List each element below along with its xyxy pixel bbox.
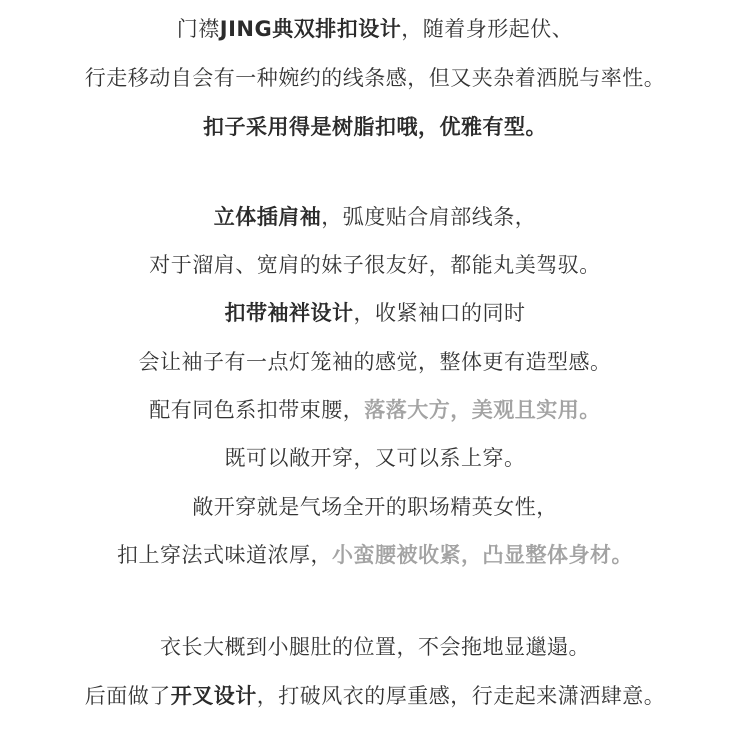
text-line-open-wear — [0, 492, 750, 522]
text-segment: 行走移动自会有一种婉约的线条感，但又夹杂着洒脱与率性。 — [84, 66, 666, 90]
text-line-wear-options — [0, 443, 750, 473]
text-segment: 扣上穿法式味道浓厚， — [117, 543, 332, 567]
emphasis-segment: 扣带袖袢设计 — [224, 301, 354, 325]
text-line-raglan-sleeve — [0, 202, 750, 232]
emphasis-segment: 扣子采用得是树脂扣哦，优雅有型。 — [203, 115, 547, 139]
text-segment: ，随着身形起伏、 — [401, 17, 574, 41]
highlight-segment: 落落大方，美观且实用。 — [364, 398, 601, 422]
highlight-segment: 小蛮腰被收紧，凸显整体身材。 — [332, 543, 633, 567]
text-line-belt — [0, 395, 750, 425]
text-segment: 对于溜肩、宽肩的妹子很友好，都能丸美驾驭。 — [149, 253, 601, 277]
text-line-placket — [0, 14, 750, 44]
text-line-buttoned-wear — [0, 540, 750, 570]
text-line-length — [0, 632, 750, 662]
emphasis-segment: 立体插肩袖 — [213, 205, 322, 229]
text-segment: ，收紧袖口的同时 — [353, 301, 526, 325]
text-line-movement — [0, 63, 750, 93]
text-segment: ，弧度贴合肩部线条， — [321, 205, 537, 229]
text-line-shoulders — [0, 250, 750, 280]
text-segment: 配有同色系扣带束腰， — [149, 398, 365, 422]
text-segment: 会让袖子有一点灯笼袖的感觉，整体更有造型感。 — [138, 350, 612, 374]
text-line-buttons — [0, 112, 750, 142]
text-segment: 敞开穿就是气场全开的职场精英女性， — [192, 495, 558, 519]
text-segment: ，打破风衣的厚重感，行走起来潇洒肆意。 — [256, 684, 666, 708]
text-line-sleeve-tab — [0, 298, 750, 328]
text-segment: 后面做了 — [84, 684, 171, 708]
text-line-lantern-sleeve — [0, 347, 750, 377]
emphasis-segment: 开叉设计 — [170, 684, 257, 708]
text-line-back-slit — [0, 681, 750, 711]
text-segment: 门襟 — [176, 17, 220, 41]
text-segment: 衣长大概到小腿肚的位置，不会拖地显邋遢。 — [160, 635, 590, 659]
text-segment: 既可以敞开穿，又可以系上穿。 — [224, 446, 526, 470]
emphasis-segment: JING典双排扣设计 — [219, 17, 402, 41]
